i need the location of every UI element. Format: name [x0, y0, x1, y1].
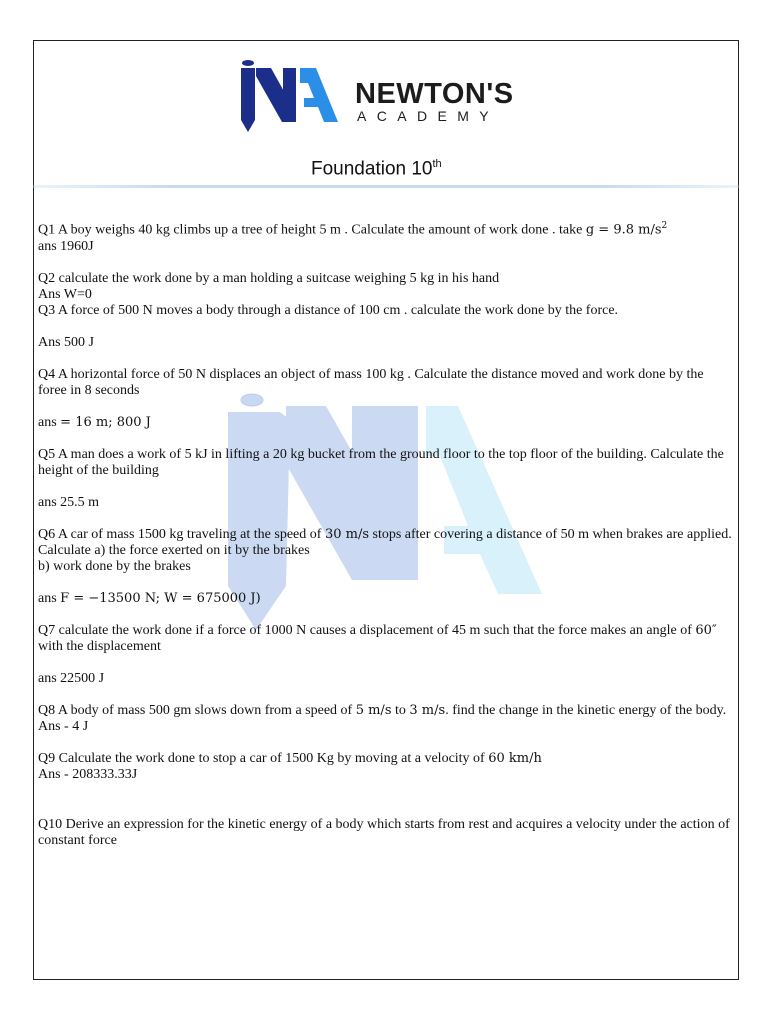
na-monogram-pencil-icon — [238, 58, 348, 138]
brand-name: NEWTON'S — [355, 78, 514, 110]
question-4: Q4 A horizontal force of 50 N displaces an object of mass 100 kg . Calculate the distance moved and work done by the foree in 8 seconds — [38, 366, 704, 398]
question-5: Q5 A man does a work of 5 kJ in lifting a 20 kg bucket from the ground floor to the top floor of the building. Calculate the height of the building — [38, 446, 724, 478]
answer-3: Ans 500 J — [38, 334, 95, 350]
question-6-part-b: b) work done by the brakes — [38, 558, 191, 574]
question-6: Q6 A car of mass 1500 kg traveling at the speed of 30 m/s stops after covering a distance of 50 m when brakes are applied. Calculate a) the force exerted on it by the brakes — [38, 526, 732, 558]
answer-4: ans = 16 m; 800 J — [38, 414, 151, 430]
question-2: Q2 calculate the work done by a man holding a suitcase weighing 5 kg in his hand — [38, 270, 500, 286]
question-list — [38, 218, 734, 849]
answer-5: ans 25.5 m — [38, 494, 100, 510]
page-title: Foundation 10th — [311, 158, 442, 180]
answer-1: ans 1960J — [38, 238, 94, 254]
answer-2: Ans W=0 — [38, 286, 92, 302]
answer-8: Ans - 4 J — [38, 718, 89, 734]
header-divider — [33, 185, 739, 188]
brand-subtitle: ACADEMY — [357, 108, 500, 124]
question-3: Q3 A force of 500 N moves a body through a distance of 100 cm . calculate the work done by the force. — [38, 302, 619, 318]
question-8: Q8 A body of mass 500 gm slows down from a speed of 5 m/s to 3 m/s. find the change in the kinetic energy of the body. — [38, 702, 727, 718]
question-10: Q10 Derive an expression for the kinetic energy of a body which starts from rest and acquires a velocity under the action of constant force — [38, 816, 730, 848]
question-7: Q7 calculate the work done if a force of 1000 N causes a displacement of 45 m such that the force makes an angle of 60″ with the displacement — [38, 622, 717, 654]
question-1: Q1 A boy weighs 40 kg climbs up a tree of height 5 m . Calculate the amount of work done . take g = 9.8 $m/s^2$ — [38, 221, 668, 238]
answer-6: ans F = −13500 N; W = 675000 J) — [38, 590, 261, 606]
brand-logo — [238, 58, 538, 138]
question-9: Q9 Calculate the work done to stop a car of 1500 Kg by moving at a velocity of 60 km/h — [38, 750, 542, 766]
answer-9: Ans - 208333.33J — [38, 766, 138, 782]
answer-7: ans 22500 J — [38, 670, 105, 686]
